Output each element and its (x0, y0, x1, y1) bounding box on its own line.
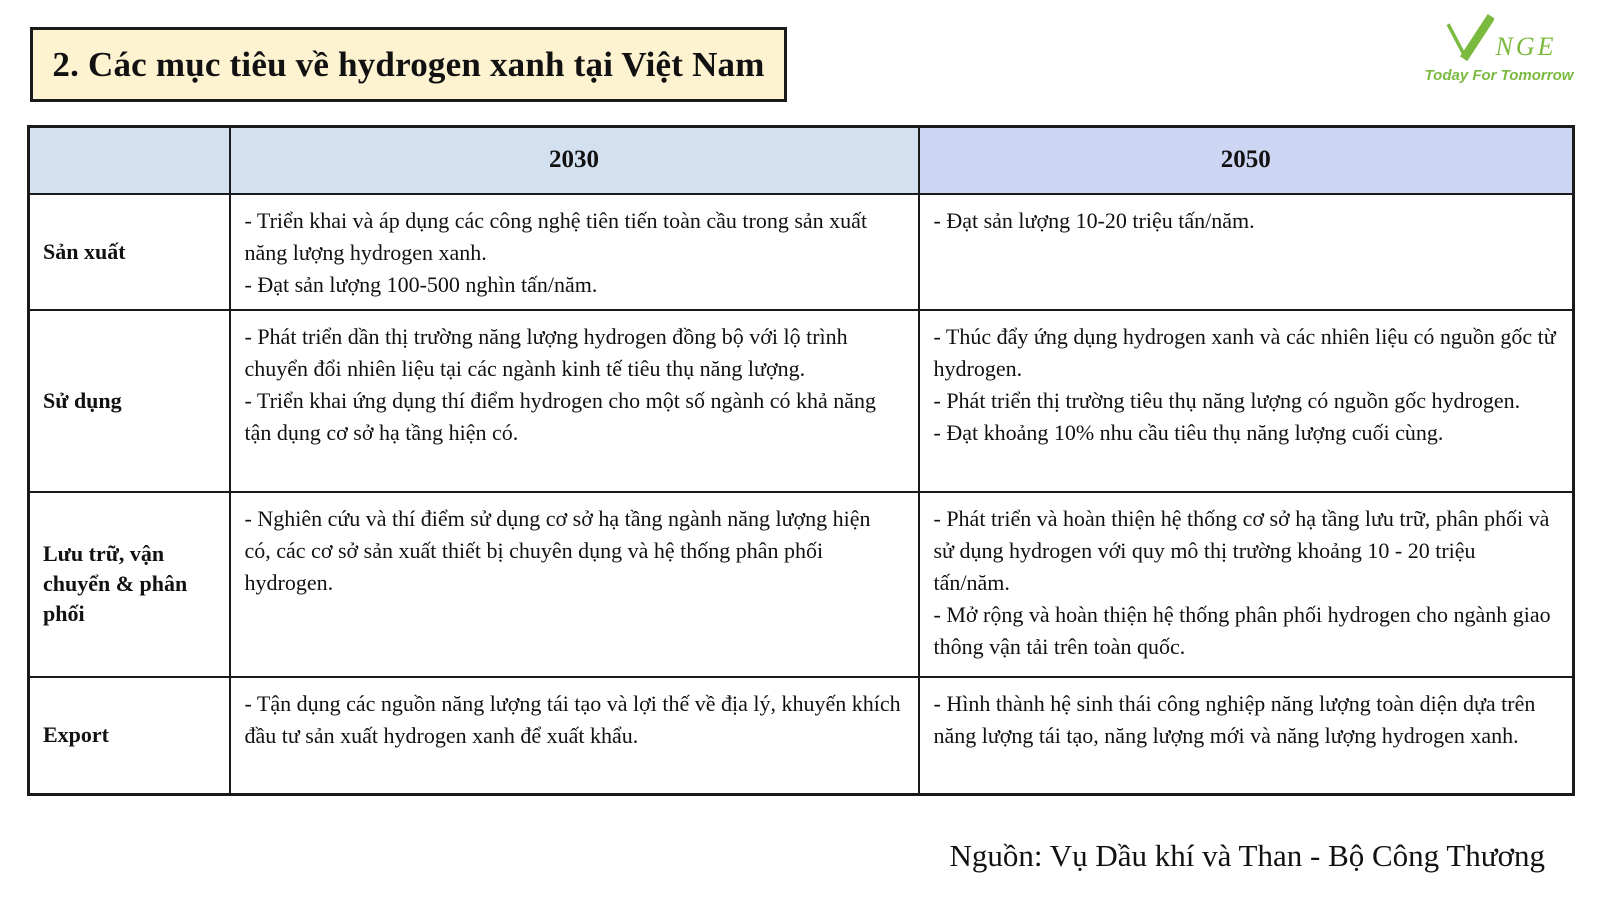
bullet-item: - Tận dụng các nguồn năng lượng tái tạo và lợi thế về địa lý, khuyến khích đầu tư sản xuất hydrogen xanh để xuất khẩu. (244, 690, 901, 748)
bullet-item: - Nghiên cứu và thí điểm sử dụng cơ sở hạ tầng ngành năng lượng hiện có, các cơ sở sản xuất thiết bị chuyên dụng và hệ thống phân phối hydrogen. (244, 505, 871, 595)
logo-tagline: Today For Tomorrow (1424, 67, 1574, 84)
hydrogen-targets-table (27, 125, 1575, 796)
cell-luu-tru-2050 (919, 492, 1574, 677)
bullet-item: - Triển khai và áp dụng các công nghệ tiên tiến toàn cầu trong sản xuất năng lượng hydrogen xanh. (244, 207, 868, 265)
cell-san-xuat-2030 (230, 194, 919, 310)
table-row-san-xuat (29, 194, 1574, 310)
vnge-logo (1414, 12, 1584, 84)
table-row-export (29, 677, 1574, 795)
table-row-luu-tru-van-chuyen-phan-phoi (29, 492, 1574, 677)
v-check-icon (1442, 12, 1494, 64)
row-label-export: Export (29, 677, 230, 795)
slide-title-box (30, 27, 787, 102)
bullet-item: - Phát triển thị trường tiêu thụ năng lượng có nguồn gốc hydrogen. (933, 387, 1521, 413)
targets-table-container (27, 125, 1575, 796)
row-label-san-xuat: Sản xuất (29, 194, 230, 310)
bullet-item: - Thúc đẩy ứng dụng hydrogen xanh và các nhiên liệu có nguồn gốc từ hydrogen. (933, 323, 1556, 381)
bullet-item: - Hình thành hệ sinh thái công nghiệp năng lượng toàn diện dựa trên năng lượng tái tạo, năng lượng mới và năng lượng hydrogen xanh. (933, 690, 1536, 748)
bullet-item: - Phát triển dần thị trường năng lượng hydrogen đồng bộ với lộ trình chuyển đổi nhiên liệu tại các ngành kinh tế tiêu thụ năng lượng. (244, 323, 848, 381)
col-header-2050: 2050 (919, 127, 1574, 194)
col-header-2030: 2030 (230, 127, 919, 194)
source-attribution: Nguồn: Vụ Dầu khí và Than - Bộ Công Thương (949, 838, 1545, 873)
cell-export-2050 (919, 677, 1574, 795)
bullet-item: - Đạt sản lượng 100-500 nghìn tấn/năm. (244, 271, 598, 297)
bullet-item: - Triển khai ứng dụng thí điểm hydrogen cho một số ngành có khả năng tận dụng cơ sở hạ tầng hiện có. (244, 387, 877, 445)
cell-su-dung-2050 (919, 310, 1574, 492)
cell-san-xuat-2050 (919, 194, 1574, 310)
bullet-item: - Đạt khoảng 10% nhu cầu tiêu thụ năng lượng cuối cùng. (933, 419, 1444, 445)
bullet-item: - Phát triển và hoàn thiện hệ thống cơ sở hạ tầng lưu trữ, phân phối và sử dụng hydrogen với quy mô thị trường khoảng 10 - 20 triệu tấn/năm. (933, 505, 1550, 595)
header-row (29, 127, 1574, 194)
col-header-empty (29, 127, 230, 194)
bullet-item: - Đạt sản lượng 10-20 triệu tấn/năm. (933, 207, 1255, 233)
logo-text: NGE (1495, 32, 1557, 61)
cell-luu-tru-2030 (230, 492, 919, 677)
table-row-su-dung (29, 310, 1574, 492)
row-label-su-dung: Sử dụng (29, 310, 230, 492)
vnge-logo-mark (1414, 12, 1584, 64)
bullet-item: - Mở rộng và hoàn thiện hệ thống phân phối hydrogen cho ngành giao thông vận tải trên toàn quốc. (933, 601, 1551, 659)
cell-su-dung-2030 (230, 310, 919, 492)
row-label-luu-tru-van-chuyen-phan-phoi: Lưu trữ, vận chuyển & phân phối (29, 492, 230, 677)
cell-export-2030 (230, 677, 919, 795)
page-title: 2. Các mục tiêu về hydrogen xanh tại Việt Nam (52, 44, 765, 84)
